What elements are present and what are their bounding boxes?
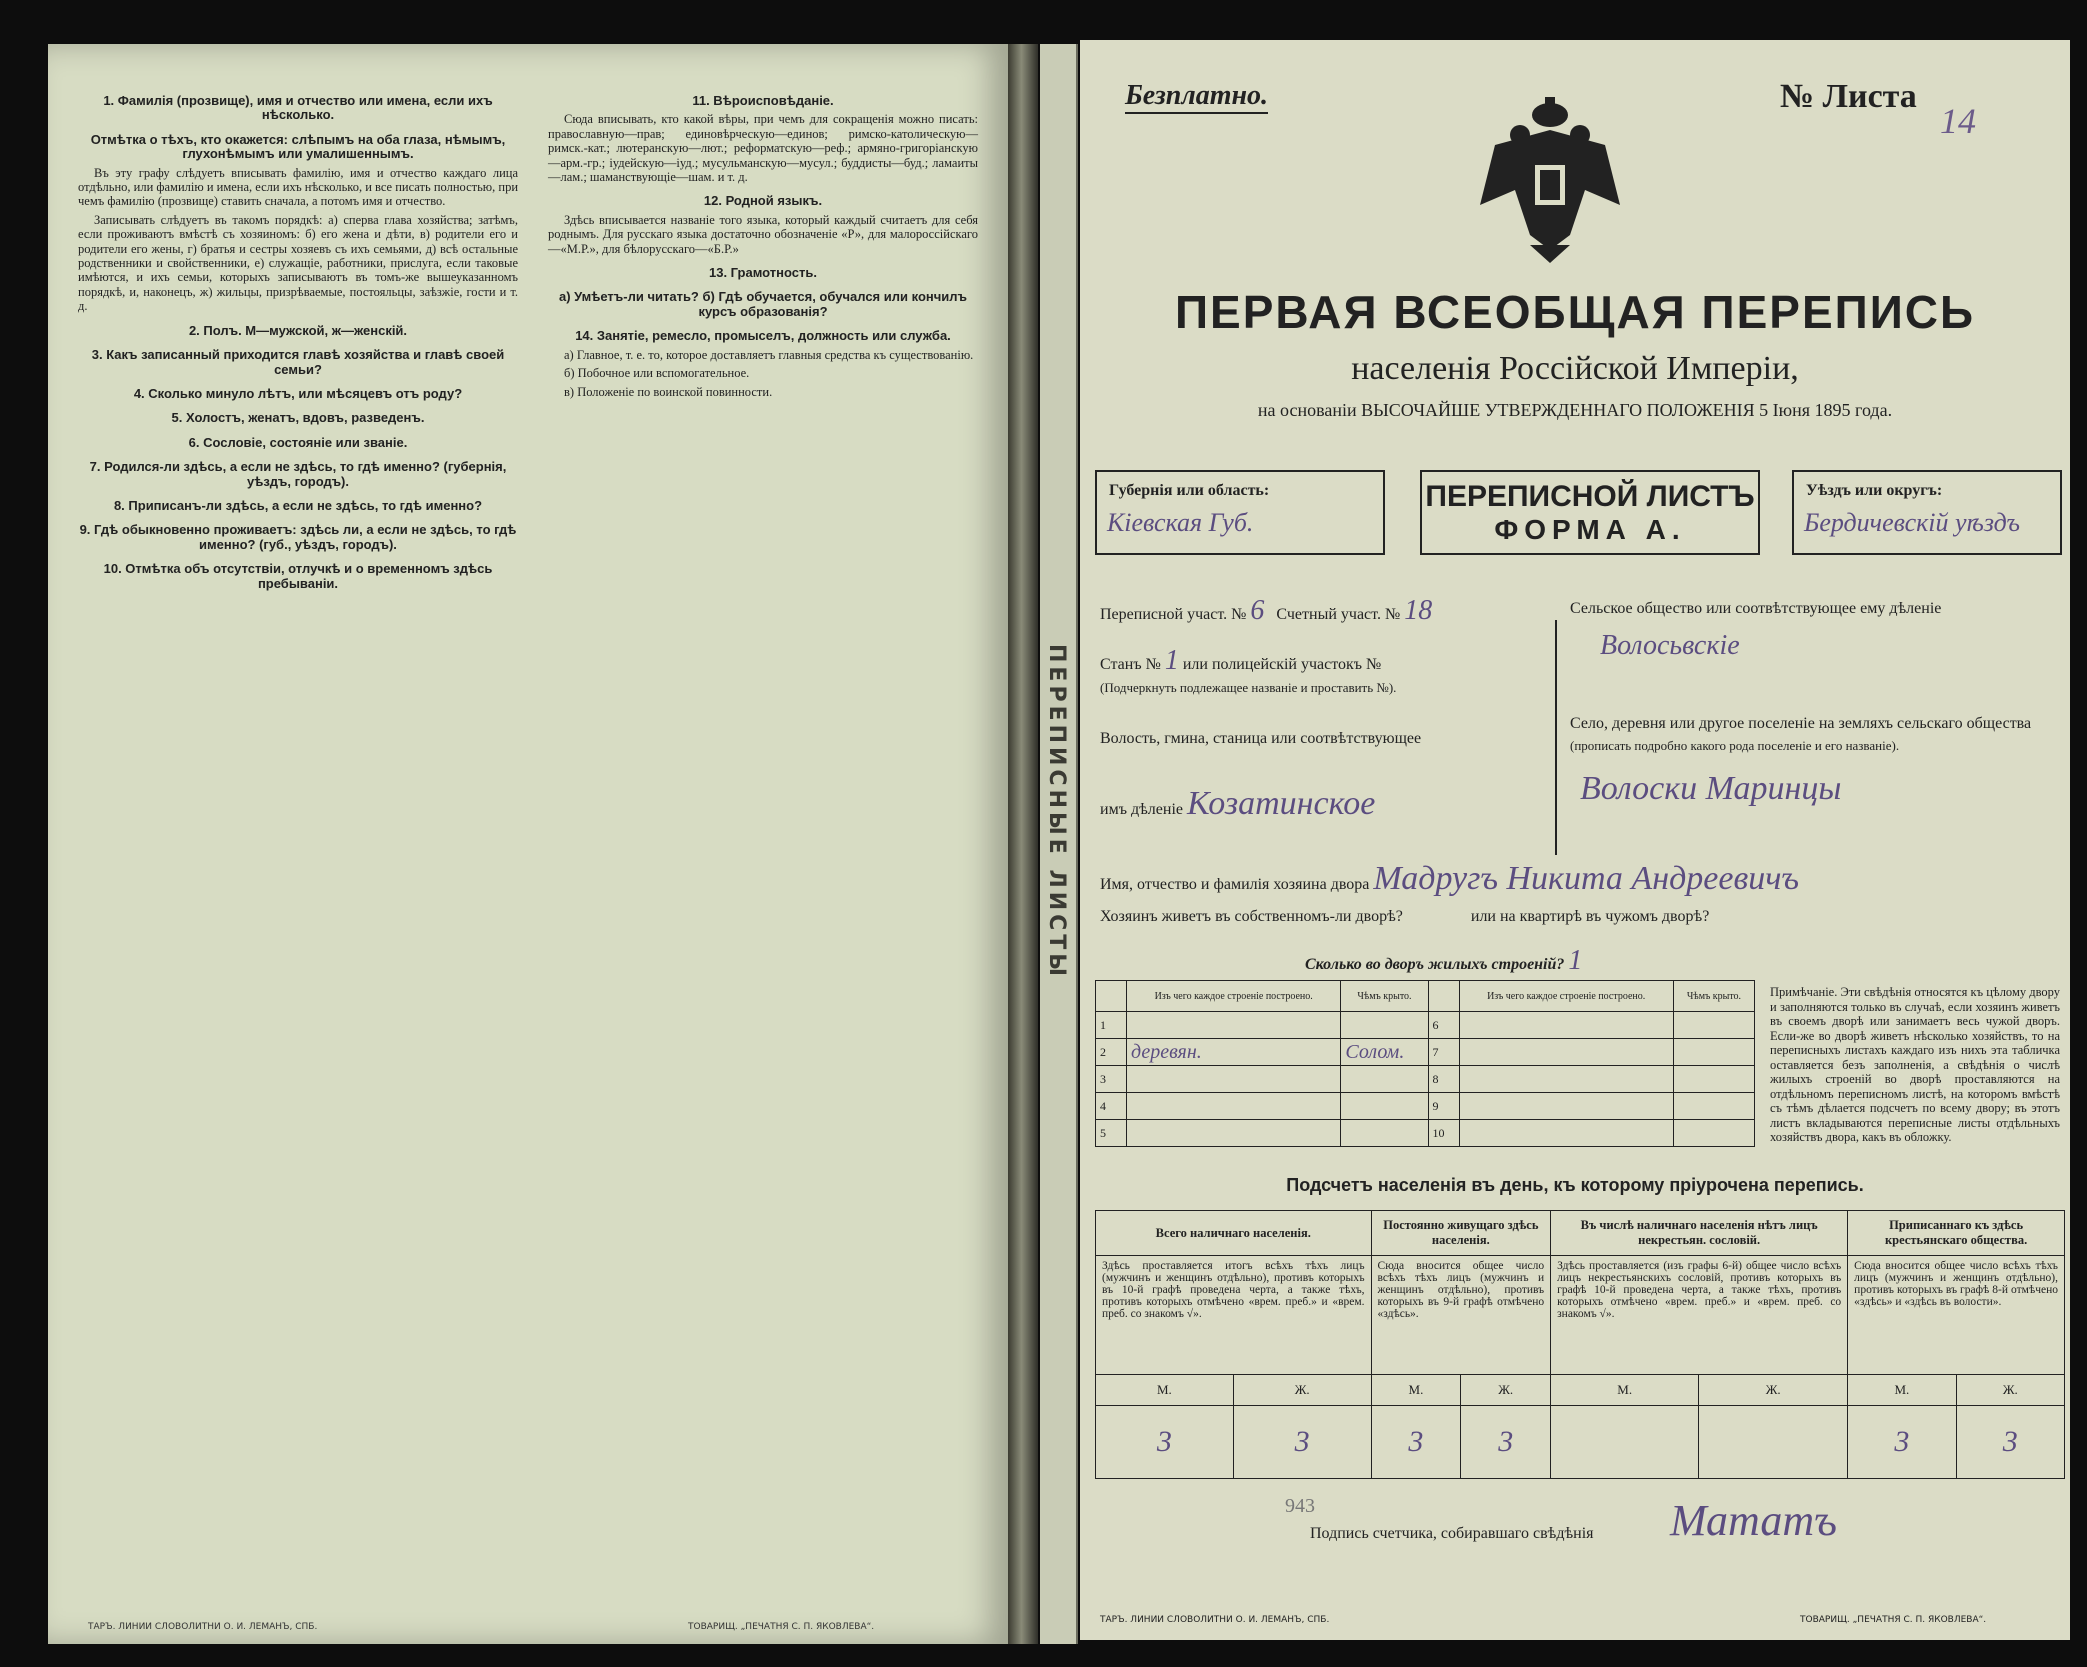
buildings-cell-n1: 4 <box>1096 1093 1127 1120</box>
pop-desc-total: Здѣсь проставляется итогъ всѣхъ тѣхъ лицъ (мужчинъ и женщинъ отдѣльно), противъ которыхъ въ 10-й графѣ проведена черта, а также тѣхъ, противъ которыхъ отмѣчено «врем. преб.» и «врем. преб. со знакомъ √». <box>1096 1256 1372 1375</box>
instruction-heading: 13. Грамотность. <box>709 265 817 281</box>
own-yard-label: Хозяинъ живетъ въ собственномъ-ли дворѣ? <box>1100 908 1403 925</box>
instruction-heading: 12. Родной языкъ. <box>703 193 823 209</box>
population-count-value: 3 <box>1096 1406 1234 1479</box>
instructions-column-2 <box>548 84 978 403</box>
form-subtitle: ФОРМА А. <box>1494 514 1686 545</box>
pencil-mark: 943 <box>1285 1495 1315 1517</box>
instruction-heading: а) Умѣетъ-ли читать? б) Гдѣ обучается, обучался или кончилъ курсъ образованія? <box>558 289 968 319</box>
instruction-heading: 11. Вѣроисповѣданіе. <box>692 93 834 108</box>
uezd-box <box>1792 470 2062 555</box>
sheet-number-label: № Листа <box>1780 78 1917 115</box>
instruction-heading: 3. Какъ записанный приходится главѣ хозяйства и главѣ своей семьи? <box>91 347 505 377</box>
volost-value: Козатинское <box>1186 785 1376 822</box>
form-title: ПЕРЕПИСНОЙ ЛИСТЪ <box>1425 480 1755 513</box>
owner-field <box>1100 860 1799 898</box>
left-footer-print-house: ТОВАРИЩ. „ПЕЧАТНЯ С. П. ЯКОВЛЕВА“. <box>688 1622 875 1632</box>
pop-header-non-peasant: Въ числѣ наличнаго населенія нѣтъ лицъ некрестьян. сословій. <box>1551 1211 1848 1256</box>
village-label: Село, деревня или другое поселеніе на земляхъ сельскаго общества <box>1570 715 2032 732</box>
counting-district-value: 18 <box>1404 595 1433 626</box>
sex-column-label: Ж. <box>1461 1375 1551 1406</box>
buildings-cell-roof1 <box>1341 1120 1428 1147</box>
sex-column-label: Ж. <box>1233 1375 1371 1406</box>
sex-column-label: Ж. <box>1956 1375 2064 1406</box>
buildings-cell-n2: 6 <box>1428 1012 1459 1039</box>
binding-strip-text: ПЕРЕПИСНЫЕ ЛИСТЫ <box>1044 644 1069 981</box>
volost-field <box>1100 785 1375 823</box>
instruction-heading: 7. Родился-ли здѣсь, а если не здѣсь, то гдѣ именно? (губернія, уѣздъ, городъ). <box>89 459 507 489</box>
counting-district-label: Счетный участ. № <box>1276 606 1401 623</box>
instruction-text: Здѣсь вписывается названіе того языка, который каждый считаетъ для себя роднымъ. Для русскаго языка достаточно обозначеніе «Р», для малороссійскаго—«М.Р.», для бѣлорусскаго—«Б.Р.» <box>548 212 978 256</box>
imperial-eagle-emblem <box>1475 95 1625 265</box>
form-title-box <box>1420 470 1760 555</box>
underline-note: (Подчеркнуть подлежащее названіе и проставить №). <box>1100 680 1397 695</box>
free-label: Безплатно. <box>1125 80 1268 114</box>
pop-header-total: Всего наличнаго населенія. <box>1096 1211 1372 1256</box>
printer-imprint-right: ТОВАРИЩ. „ПЕЧАТНЯ С. П. ЯКОВЛЕВА“. <box>1800 1615 1987 1625</box>
printer-imprint-left: ТАРЪ. ЛИНИИ СЛОВОЛИТНИ О. И. ЛЕМАНЪ, СПБ. <box>1100 1615 1330 1625</box>
instruction-text: б) Побочное или вспомогательное. <box>564 366 750 381</box>
vertical-separator <box>1555 620 1557 855</box>
pop-desc-non-peasant: Здѣсь проставляется (изъ графы 6-й) общее число всѣхъ лицъ некрестьянскихъ сословій, противъ которыхъ въ графѣ 10-й проведена черта, а также тѣхъ, противъ которыхъ отмѣчено «врем. преб.» и «врем. преб. со знакомъ √». <box>1551 1256 1848 1375</box>
census-district-field <box>1100 595 1432 627</box>
left-footer-printer: ТАРЪ. ЛИНИИ СЛОВОЛИТНИ О. И. ЛЕМАНЪ, СПБ. <box>88 1622 318 1632</box>
instruction-heading: Отмѣтка о тѣхъ, кто окажется: слѣпымъ на оба глаза, нѣмымъ, глухонѣмымъ или умалишеннымъ. <box>90 131 506 162</box>
signature-label: Подпись счетчика, собиравшаго свѣдѣнія <box>1310 1525 1594 1542</box>
buildings-cell-mat2 <box>1459 1120 1673 1147</box>
buildings-cell-mat1 <box>1127 1093 1341 1120</box>
census-district-label: Переписной участ. № <box>1100 606 1247 623</box>
rent-label: или на квартирѣ въ чужомъ дворѣ? <box>1470 908 1710 925</box>
population-count-title: Подсчетъ населенія въ день, къ которому пріурочена перепись. <box>1286 1175 1864 1195</box>
book-gutter <box>1008 44 1038 1644</box>
instruction-heading: 8. Приписанъ-ли здѣсь, а если не здѣсь, то гдѣ именно? <box>113 497 483 513</box>
buildings-cell-n1: 1 <box>1096 1012 1127 1039</box>
buildings-cell-mat1: деревян. <box>1127 1039 1341 1066</box>
buildings-cell-roof2 <box>1673 1012 1754 1039</box>
population-count-value: 3 <box>1848 1406 1956 1479</box>
sex-column-label: М. <box>1551 1375 1699 1406</box>
buildings-cell-n1: 5 <box>1096 1120 1127 1147</box>
stan-field <box>1100 645 1381 677</box>
buildings-table <box>1095 980 1755 1147</box>
buildings-cell-roof2 <box>1673 1120 1754 1147</box>
buildings-cell-n1: 2 <box>1096 1039 1127 1066</box>
stan-value: 1 <box>1164 645 1179 676</box>
buildings-row <box>1096 1039 1755 1066</box>
owner-value: Мадругъ Никита Андреевичъ <box>1373 860 1800 897</box>
buildings-cell-n2: 7 <box>1428 1039 1459 1066</box>
buildings-cell-n1: 3 <box>1096 1066 1127 1093</box>
buildings-cell-roof2 <box>1673 1066 1754 1093</box>
buildings-cell-roof1: Солом. <box>1341 1039 1428 1066</box>
society-label: Сельское общество или соотвѣтствующее ему дѣленіе <box>1570 600 1942 617</box>
census-legal-basis: на основаніи ВЫСОЧАЙШЕ УТВЕРЖДЕННАГО ПОЛОЖЕНІЯ 5 Іюня 1895 года. <box>1257 400 1893 420</box>
pop-header-registered: Приписаннаго къ здѣсь крестьянскаго общества. <box>1848 1211 2065 1256</box>
instruction-text: Въ эту графу слѣдуетъ вписывать фамилію, имя и отчество каждаго лица отдѣльно, или фамилію и имена, если ихъ нѣсколько, и все писать полностью, при чемъ фамилію (прозвище) ставить сначала, а потомъ имя и отчество. <box>78 165 519 209</box>
population-count-value: 3 <box>1956 1406 2064 1479</box>
buildings-cell-roof1 <box>1341 1093 1428 1120</box>
instruction-text: а) Главное, т. е. то, которое доставляетъ главныя средства къ существованію. <box>564 347 974 362</box>
buildings-cell-n2: 8 <box>1428 1066 1459 1093</box>
buildings-cell-mat1 <box>1127 1012 1341 1039</box>
census-form-page <box>1080 40 2070 1640</box>
instruction-heading: 6. Сословіе, состояніе или званіе. <box>188 434 408 450</box>
pop-desc-registered: Сюда вносится общее число всѣхъ тѣхъ лицъ (мужчинъ и женщинъ отдѣльно), противъ которыхъ въ графѣ 8-й отмѣчено «здѣсь» и «здѣсь въ волости». <box>1848 1256 2065 1375</box>
stan-label: Станъ № <box>1100 656 1161 673</box>
bld-header-roof-2: Чѣмъ крыто. <box>1673 981 1754 1012</box>
instruction-heading: 5. Холостъ, женатъ, вдовъ, разведенъ. <box>171 410 425 426</box>
police-district-label: или полицейскій участокъ № <box>1182 656 1382 673</box>
instruction-heading: 9. Гдѣ обыкновенно проживаетъ: здѣсь ли, а если не здѣсь, то гдѣ именно? (губ., уѣздъ, городъ). <box>79 522 517 552</box>
buildings-cell-n2: 10 <box>1428 1120 1459 1147</box>
residence-field <box>1100 908 1709 926</box>
bld-header-material-2: Изъ чего каждое строеніе построено. <box>1459 981 1673 1012</box>
pop-header-permanent: Постоянно живущаго здѣсь населенія. <box>1371 1211 1551 1256</box>
buildings-cell-n2: 9 <box>1428 1093 1459 1120</box>
left-page <box>48 44 1008 1644</box>
buildings-cell-mat2 <box>1459 1039 1673 1066</box>
instruction-heading: 1. Фамилія (прозвище), имя и отчество или имена, если ихъ нѣсколько. <box>103 93 493 123</box>
sex-column-label: Ж. <box>1699 1375 1848 1406</box>
buildings-cell-mat1 <box>1127 1066 1341 1093</box>
gubernia-box <box>1095 470 1385 555</box>
population-count-value: 3 <box>1371 1406 1461 1479</box>
volost-label: Волость, гмина, станица или соотвѣтствующее <box>1100 730 1422 747</box>
census-subtitle: населенія Россійской Имперіи, <box>1351 350 1799 387</box>
instruction-heading: 4. Сколько минуло лѣтъ, или мѣсяцевъ отъ роду? <box>133 385 463 401</box>
buildings-value: 1 <box>1568 945 1583 976</box>
buildings-cell-roof1 <box>1341 1012 1428 1039</box>
buildings-row <box>1096 1012 1755 1039</box>
population-count-value <box>1699 1406 1848 1479</box>
buildings-row <box>1096 1120 1755 1147</box>
village-value: Волоски Маринцы <box>1580 770 1842 807</box>
sheet-number-value: 14 <box>1940 101 1976 141</box>
buildings-note: Примѣчаніе. Эти свѣдѣнія относятся къ цѣлому двору и заполняются только въ случаѣ, если хозяинъ живетъ въ своемъ дворѣ или занимаетъ весь чужой дворъ. Если-же во дворѣ живетъ нѣсколько хозяйствъ, то на переписныхъ листахъ каждаго изъ нихъ эта табличка оставляется безъ заполненія, а свѣдѣнія о числѣ жилыхъ строеній во дворѣ проставляются на отдѣльномъ переписномъ листѣ, на которомъ вмѣстѣ съ тѣмъ дѣлается подсчетъ по всему двору; въ этотъ листъ вкладываются переписные листы отдѣльныхъ хозяйствъ двора, какъ въ обложку. <box>1770 985 2060 1144</box>
instruction-heading: 2. Полъ. М—мужской, ж—женскій. <box>188 322 408 338</box>
bld-header-material-1: Изъ чего каждое строеніе построено. <box>1127 981 1341 1012</box>
instruction-heading: 14. Занятіе, ремесло, промыселъ, должность или служба. <box>575 328 951 344</box>
buildings-cell-roof1 <box>1341 1066 1428 1093</box>
population-count-value <box>1551 1406 1699 1479</box>
buildings-field <box>1305 945 1582 977</box>
signature-value: Мататъ <box>1670 1496 1837 1545</box>
society-value: Волосьвскіе <box>1600 630 1740 661</box>
buildings-cell-mat2 <box>1459 1066 1673 1093</box>
bld-header-roof-1: Чѣмъ крыто. <box>1341 981 1428 1012</box>
uezd-value: Бердичевскій уѣздъ <box>1804 508 2020 537</box>
uezd-label: Уѣздъ или округъ: <box>1806 482 1943 499</box>
sex-column-label: М. <box>1371 1375 1461 1406</box>
instruction-text: Записывать слѣдуетъ въ такомъ порядкѣ: а) сперва глава хозяйства; затѣмъ, если проживаютъ вмѣстѣ съ хозяиномъ: б) его жена и дѣти, в) родители его и родители его жены, г) братья и сестры хозяевъ съ ихъ семьями, д) всѣ остальные родственники и свойственники, е) служащіе, работники, прислуга, если таковые имѣются, и ихъ семьи, которыхъ записываютъ въ томъ-же вышеуказанномъ порядкѣ, и, наконецъ, ж) жильцы, призрѣваемые, постояльцы, заѣзжіе, гости и т. д. <box>78 212 518 314</box>
owner-label: Имя, отчество и фамилія хозяина двора <box>1100 876 1370 893</box>
buildings-row <box>1096 1066 1755 1093</box>
instruction-heading: 10. Отмѣтка объ отсутствіи, отлучкѣ и о временномъ здѣсь пребываніи. <box>103 561 493 591</box>
instruction-text: в) Положеніе по воинской повинности. <box>564 384 773 399</box>
instructions-column-1 <box>78 84 518 595</box>
sex-column-label: М. <box>1096 1375 1234 1406</box>
binding-strip <box>1040 44 1078 1644</box>
census-district-value: 6 <box>1250 595 1265 626</box>
gubernia-label: Губернія или область: <box>1109 482 1270 499</box>
buildings-cell-mat2 <box>1459 1012 1673 1039</box>
population-count-value: 3 <box>1233 1406 1371 1479</box>
buildings-cell-roof2 <box>1673 1093 1754 1120</box>
buildings-cell-mat2 <box>1459 1093 1673 1120</box>
buildings-row <box>1096 1093 1755 1120</box>
village-note: (прописать подробно какого рода поселеніе и его названіе). <box>1570 738 1900 753</box>
buildings-label: Сколько во дворъ жилыхъ строеній? <box>1305 956 1565 973</box>
census-title: ПЕРВАЯ ВСЕОБЩАЯ ПЕРЕПИСЬ <box>1174 286 1976 338</box>
volost-label-2: имъ дѣленіе <box>1100 801 1183 818</box>
gubernia-value: Кіевская Губ. <box>1107 508 1254 537</box>
instruction-text: Сюда вписывать, кто какой вѣры, при чемъ для сокращенія можно писать: православную—прав; единовѣрческую—единов; римско-католическую—римск.-кат.; лютеранскую—лют.; реформатскую—реф.; армяно-григоріанскую—арм.-гр.; іудейскую—іуд.; мусульманскую—мусул.; буддисты—буд.; ламаиты—лам.; шаманствующіе—шам. и т. д. <box>548 112 978 185</box>
buildings-cell-roof2 <box>1673 1039 1754 1066</box>
population-count-value: 3 <box>1461 1406 1551 1479</box>
buildings-cell-mat1 <box>1127 1120 1341 1147</box>
pop-desc-permanent: Сюда вносится общее число всѣхъ тѣхъ лицъ (мужчинъ и женщинъ отдѣльно), противъ которыхъ въ 9-й графѣ отмѣчено «здѣсь». <box>1371 1256 1551 1375</box>
population-table <box>1095 1210 2065 1479</box>
sex-column-label: М. <box>1848 1375 1956 1406</box>
